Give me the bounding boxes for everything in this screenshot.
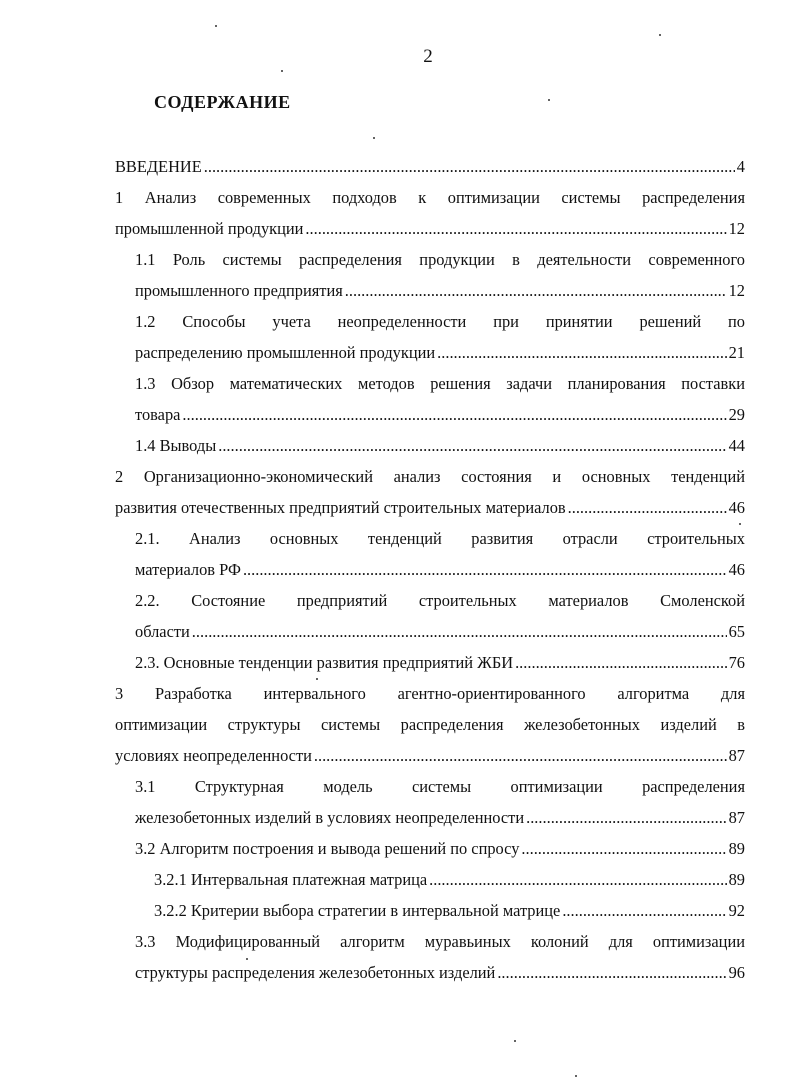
toc-entry [115,151,745,182]
toc-entry-last-line [135,554,745,585]
toc-entry [135,833,745,864]
toc-entry [115,182,745,244]
toc-entry-title: 3.2.1 Интервальная платежная матрица [154,870,428,889]
toc-entry-title: развития отечественных предприятий строительных материалов [115,498,566,517]
toc-entry-page-number: 44 [728,436,745,455]
toc-entry-page-number: 89 [728,870,745,889]
toc-entry-text-line: 2 Организационно-экономический анализ состояния и основных тенденций [115,467,745,486]
toc-entry-page-number: 29 [728,405,745,424]
toc-entry-title: условиях неопределенности [115,746,312,765]
dot-leader [345,275,727,306]
scan-speck [373,137,375,139]
toc-entry-title: структуры распределения железобетонных изделий [135,963,496,982]
dot-leader [218,430,726,461]
toc-entry-last-line [135,337,745,368]
toc-title: СОДЕРЖАНИЕ [154,92,291,112]
toc-entry-page-number: 89 [728,839,745,858]
dot-leader [515,647,727,678]
toc-entry-page-number: 87 [728,808,745,827]
toc-entry-text-line: 3.1 Структурная модель системы оптимизации распределения [135,777,745,796]
toc-entry-text-line: 3.3 Модифицированный алгоритм муравьиных колоний для оптимизации [135,932,745,951]
toc-entry-last-line [115,213,745,244]
toc-entry-page-number: 4 [736,157,745,176]
toc-entry-title: ВВЕДЕНИЕ [115,157,202,176]
dot-leader [568,492,727,523]
toc-entry-last-line [135,647,745,678]
scan-speck [316,678,318,680]
toc-entry-title: промышленного предприятия [135,281,343,300]
toc-entry-page-number: 87 [728,746,745,765]
scan-speck [514,1040,516,1042]
toc-entry-page-number: 65 [728,622,745,641]
toc-entry-text-line: 3 Разработка интервального агентно-ориентированного алгоритма для [115,684,745,703]
toc-entry [154,864,745,895]
toc-entry-page-number: 46 [728,560,745,579]
toc-entry-last-line [154,895,745,926]
scan-speck [548,99,550,101]
toc-entry-text-line: оптимизации структуры системы распределения железобетонных изделий в [115,715,745,734]
toc-entry-last-line [135,616,745,647]
toc-entry-title: 1.4 Выводы [135,436,217,455]
toc-entry [135,430,745,461]
toc-entry-text-line: 2.2. Состояние предприятий строительных материалов Смоленской [135,591,745,610]
toc-entry-title: промышленной продукции [115,219,304,238]
dot-leader [182,399,726,430]
toc-entry [154,895,745,926]
toc-entry-last-line [135,802,745,833]
scan-speck [659,34,661,36]
scan-speck [575,1075,577,1077]
dot-leader [429,864,726,895]
toc-entry [115,678,745,771]
toc-entry-last-line [154,864,745,895]
toc-entry-text-line: 1 Анализ современных подходов к оптимизации системы распределения [115,188,745,207]
dot-leader [562,895,726,926]
toc-entry-title: товара [135,405,181,424]
toc-entry [135,368,745,430]
toc-entry-page-number: 96 [728,963,745,982]
toc-entry [115,461,745,523]
toc-entry-title: области [135,622,190,641]
scan-speck [215,25,217,27]
toc-entry-page-number: 21 [728,343,745,362]
toc-entry-title: 3.2 Алгоритм построения и вывода решений по спросу [135,839,520,858]
table-of-contents [115,151,745,988]
toc-entry [135,771,745,833]
scan-speck [281,70,283,72]
toc-entry-last-line [115,740,745,771]
dot-leader [521,833,726,864]
toc-entry-text-line: 1.2 Способы учета неопределенности при принятии решений по [135,312,745,331]
toc-entry-title: 2.3. Основные тенденции развития предприятий ЖБИ [135,653,514,672]
toc-entry [135,926,745,988]
dot-leader [526,802,727,833]
toc-entry-last-line [115,151,745,182]
toc-entry-page-number: 92 [728,901,745,920]
toc-entry-page-number: 46 [728,498,745,517]
toc-entry-last-line [115,492,745,523]
toc-entry-page-number: 12 [728,281,745,300]
toc-entry [135,585,745,647]
toc-entry-title: распределению промышленной продукции [135,343,436,362]
scan-speck [246,958,248,960]
toc-entry-last-line [135,957,745,988]
toc-entry [135,523,745,585]
dot-leader [243,554,727,585]
toc-entry-page-number: 12 [728,219,745,238]
toc-entry-last-line [135,399,745,430]
toc-entry-last-line [135,275,745,306]
dot-leader [497,957,726,988]
toc-entry-title: 3.2.2 Критерии выбора стратегии в интервальной матрице [154,901,561,920]
toc-entry [135,306,745,368]
toc-entry [135,647,745,678]
toc-entry-text-line: 2.1. Анализ основных тенденций развития отрасли строительных [135,529,745,548]
dot-leader [204,151,735,182]
toc-entry-text-line: 1.1 Роль системы распределения продукции в деятельности современного [135,250,745,269]
toc-entry-text-line: 1.3 Обзор математических методов решения задачи планирования поставки [135,374,745,393]
dot-leader [437,337,726,368]
toc-entry-title: материалов РФ [135,560,241,579]
dot-leader [314,740,727,771]
toc-entry-title: железобетонных изделий в условиях неопределенности [135,808,525,827]
toc-entry-page-number: 76 [728,653,745,672]
scan-speck [739,523,741,525]
dot-leader [192,616,727,647]
toc-entry-last-line [135,833,745,864]
dot-leader [305,213,726,244]
toc-entry [135,244,745,306]
toc-entry-last-line [135,430,745,461]
page-number: 2 [423,46,433,67]
